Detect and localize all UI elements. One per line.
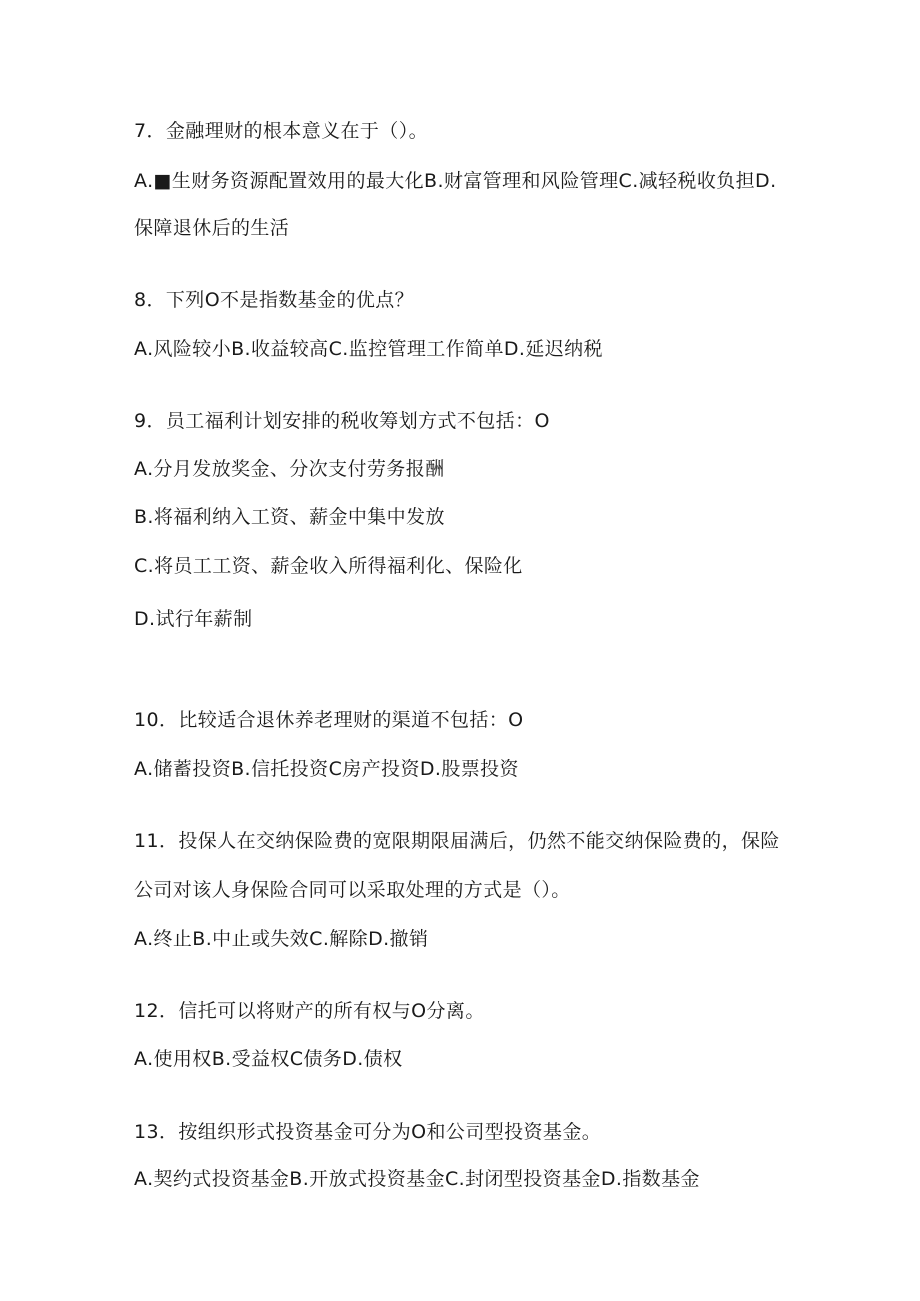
question-13-options: A.契约式投资基金B.开放式投资基金C.封闭型投资基金D.指数基金 (134, 1168, 700, 1190)
question-9-option-a: A.分月发放奖金、分次支付劳务报酬 (134, 458, 445, 480)
question-12-options: A.使用权B.受益权C债务D.债权 (134, 1048, 403, 1070)
question-11-stem-line-2: 公司对该人身保险合同可以采取处理的方式是（）。 (134, 879, 571, 901)
question-9-stem: 9．员工福利计划安排的税收筹划方式不包括：O (134, 410, 550, 432)
question-9-option-c: C.将员工工资、薪金收入所得福利化、保险化 (134, 555, 523, 577)
question-9-option-b: B.将福利纳入工资、薪金中集中发放 (134, 506, 445, 528)
question-12-stem: 12．信托可以将财产的所有权与O分离。 (134, 1000, 485, 1022)
question-7-options-line-1: A.■生财务资源配置效用的最大化B.财富管理和风险管理C.减轻税收负担D. (134, 170, 777, 192)
question-9-option-d: D.试行年薪制 (134, 608, 253, 630)
question-11-stem-line-1: 11．投保人在交纳保险费的宽限期限届满后，仍然不能交纳保险费的，保险 (134, 830, 780, 852)
question-7-options-line-2: 保障退休后的生活 (134, 217, 290, 239)
question-7-stem: 7．金融理财的根本意义在于（）。 (134, 120, 428, 142)
question-8-stem: 8．下列O不是指数基金的优点？ (134, 289, 415, 311)
question-10-stem: 10．比较适合退休养老理财的渠道不包括：O (134, 709, 524, 731)
question-11-options: A.终止B.中止或失效C.解除D.撤销 (134, 928, 429, 950)
question-8-options: A.风险较小B.收益较高C.监控管理工作简单D.延迟纳税 (134, 338, 603, 360)
question-10-options: A.储蓄投资B.信托投资C房产投资D.股票投资 (134, 758, 519, 780)
question-13-stem: 13．按组织形式投资基金可分为O和公司型投资基金。 (134, 1121, 602, 1143)
